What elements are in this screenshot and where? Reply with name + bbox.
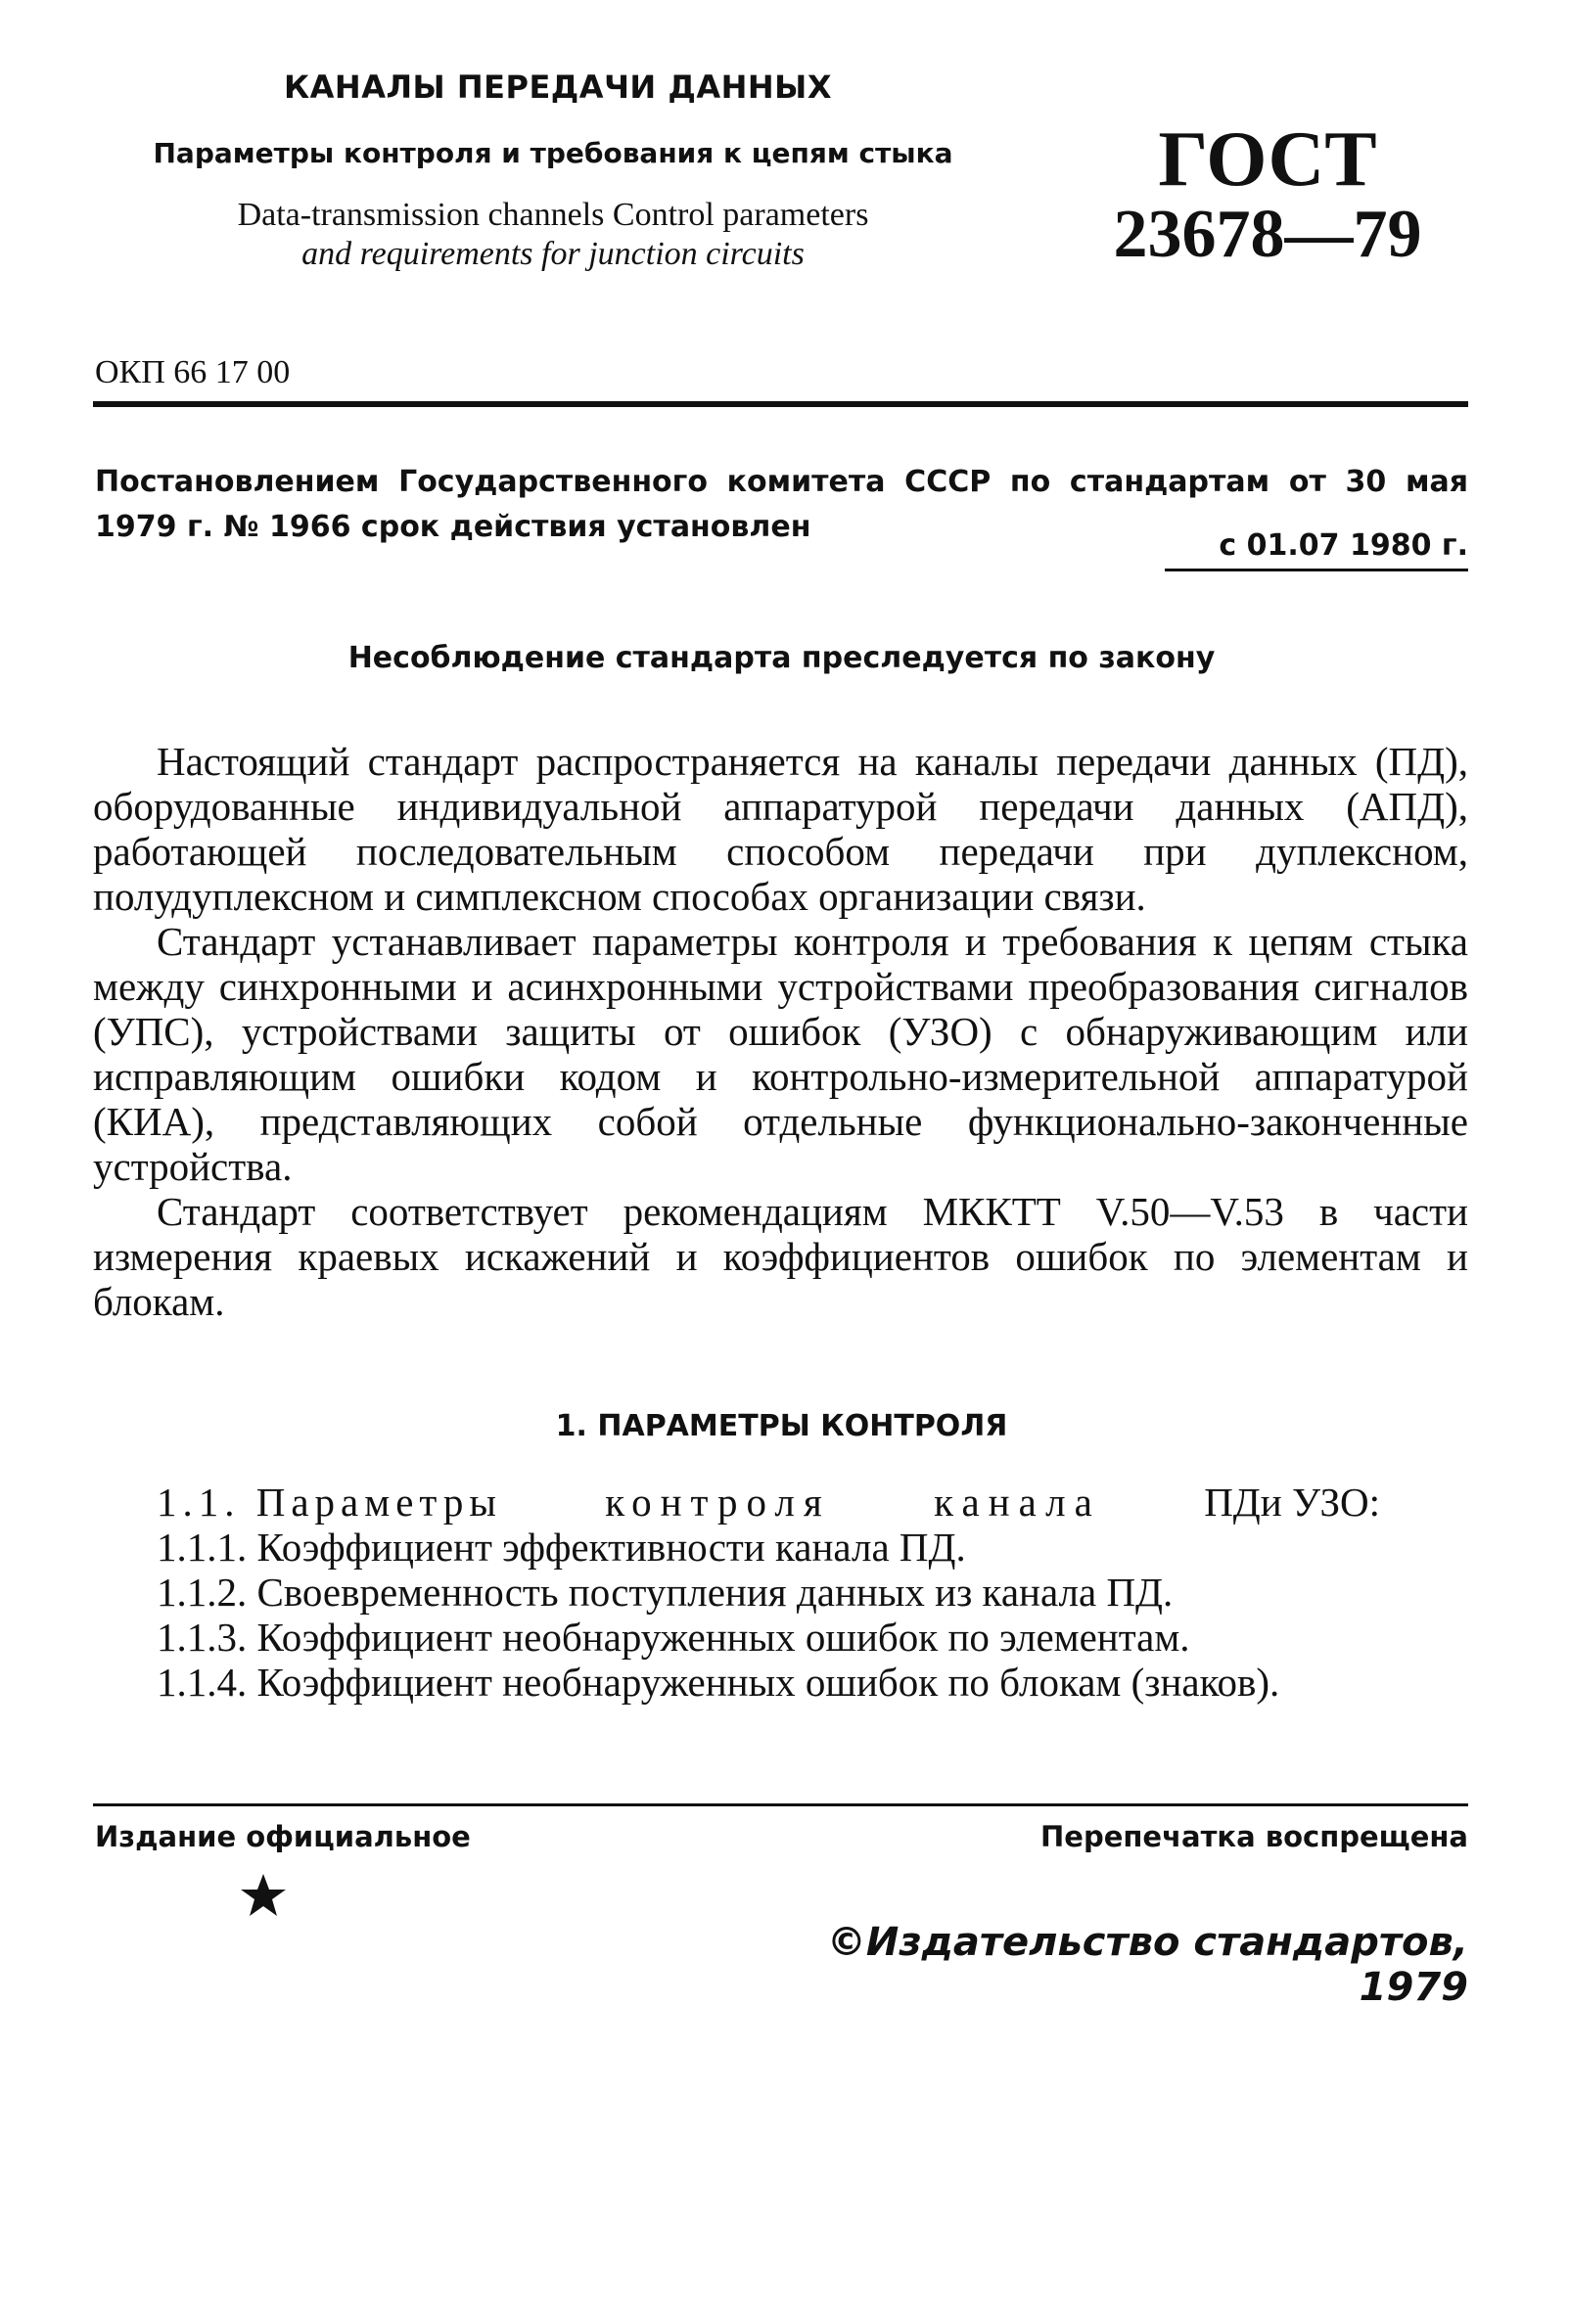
english-title-line-1: Data-transmission channels Control parameters [237,197,869,233]
okp-code: ОКП 66 17 00 [95,354,291,390]
section-heading: 1. ПАРАМЕТРЫ КОНТРОЛЯ [555,1409,1008,1443]
decree-text: Постановлением Государственного комитета СССР по стандартам от 30 мая 1979 г. № 1966 срок действия установлен [95,465,1468,544]
star-icon [239,1871,288,1920]
reprint-notice: Перепечатка воспрещена [1040,1820,1468,1853]
copyright-notice: ©Издательство стандартов, 1979 [826,1920,1468,2010]
control-parameters-list [93,1480,1468,1705]
list-intro [93,1480,1468,1525]
gost-number: 23678—79 [1113,197,1422,272]
law-notice: Несоблюдение стандарта преследуется по закону [347,641,1216,675]
document-title: КАНАЛЫ ПЕРЕДАЧИ ДАННЫХ [284,68,832,106]
list-item: 1.1.1. Коэффициент эффективности канала ПД. [157,1525,966,1570]
paragraph-scope: Настоящий стандарт распространяется на каналы передачи данных (ПД), оборудованные индивидуальной аппаратурой передачи данных (АПД), работающей последовательным способом передачи при дуплексном, полудуплексном и симплексном способах организации связи. [93,739,1468,919]
english-title-line-2: and requirements for junction circuits [301,236,805,272]
edition-label: Издание официальное [95,1820,471,1853]
header-divider [93,401,1468,407]
list-item: 1.1.2. Своевременность поступления данных из канала ПД. [157,1570,1174,1615]
list-item: 1.1.3. Коэффициент необнаруженных ошибок по элементам. [157,1615,1190,1660]
paragraph-purpose: Стандарт устанавливает параметры контроля и требования к цепям стыка между синхронными и асинхронными устройствами преобразования сигналов (УПС), устройствами защиты от ошибок (УЗО) с обнаруживающим или исправляющим ошибки кодом и контрольно-измерительной аппаратурой (КИА), представляющих собой отдельные функционально-законченные устройства. [93,919,1468,1189]
list-intro-word: ПДи УЗО: [1204,1480,1380,1525]
paragraph-compliance: Стандарт соответствует рекомендациям МККТТ V.50—V.53 в части измерения краевых искажений и коэффициентов ошибок по элементам и блокам. [93,1189,1468,1324]
list-intro-word: канала [934,1480,1101,1525]
document-subtitle: Параметры контроля и требования к цепям стыка [153,137,953,169]
effective-date: с 01.07 1980 г. [1165,528,1468,571]
list-item: 1.1.4. Коэффициент необнаруженных ошибок по блокам (знаков). [157,1660,1280,1705]
body-text [93,739,1468,1324]
list-intro-word: 1.1. Параметры [157,1480,502,1525]
english-title [98,196,1008,274]
gost-label: ГОСТ [1158,116,1377,203]
list-intro-word: контроля [605,1480,831,1525]
footer-divider [93,1803,1468,1806]
